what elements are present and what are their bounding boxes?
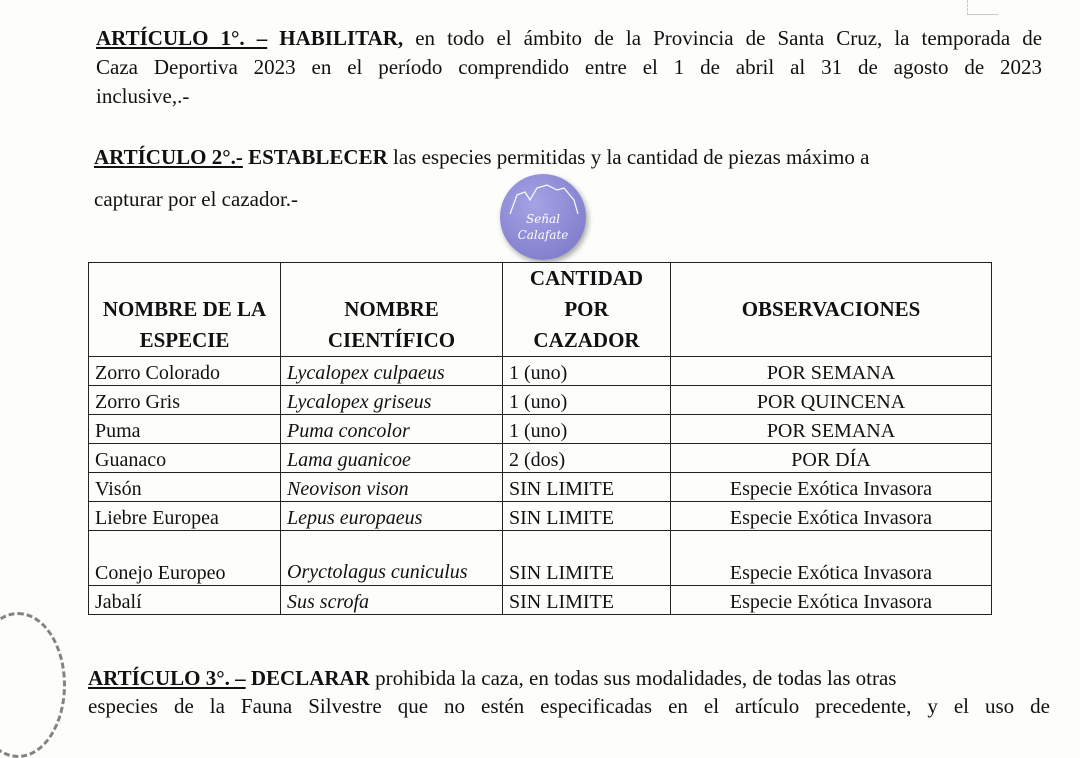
watermark-text: Calafate (517, 228, 569, 242)
article-1-line1 (96, 24, 1042, 52)
scientific-name-cell (281, 357, 503, 386)
table-row (89, 415, 992, 444)
header-scientific: NOMBRE CIENTÍFICO (281, 263, 503, 357)
cell-text: 1 (uno) (509, 391, 568, 413)
observation-cell (671, 357, 992, 386)
table-header (89, 263, 992, 357)
header-quantity: CANTIDAD POR CAZADOR (503, 263, 671, 357)
article-1-line2: Caza Deportiva 2023 en el período comprendido entre el 1 de abril al 31 de agosto de 2023 (96, 55, 1042, 79)
cell-text: Jabalí (95, 591, 142, 613)
species-cell (89, 473, 281, 502)
cell-text: Conejo Europeo (95, 562, 226, 584)
table-row (89, 357, 992, 386)
article-2-line2: capturar por el cazador.- (94, 187, 299, 211)
header-observations: OBSERVACIONES (671, 263, 992, 357)
cell-text: Zorro Colorado (95, 362, 220, 384)
article-2-verb: ESTABLECER (248, 145, 388, 169)
cell-text: Neovison vison (287, 478, 409, 500)
cell-text: Especie Exótica Invasora (729, 507, 933, 529)
corner-mark (967, 0, 998, 15)
species-cell (89, 502, 281, 531)
article-1-line3: inclusive,.- (96, 84, 190, 108)
article-1-heading: ARTÍCULO 1°. – (96, 26, 268, 50)
text: en todo el ámbito de la Provincia de Santa Cruz, la temporada de (403, 26, 1043, 50)
quantity-cell (503, 415, 671, 444)
cell-text: Visón (95, 478, 142, 500)
cell-text: 2 (dos) (509, 449, 566, 471)
cell-text: Especie Exótica Invasora (729, 562, 933, 584)
scientific-name-cell (281, 502, 503, 531)
watermark-text: Señal (525, 212, 561, 226)
cell-text: SIN LIMITE (509, 478, 614, 500)
species-cell (89, 444, 281, 473)
observation-cell (671, 502, 992, 531)
scientific-name-cell (281, 531, 503, 586)
species-cell (89, 586, 281, 615)
cell-text: Puma (95, 420, 141, 442)
cell-text: POR DÍA (791, 449, 871, 471)
cell-text: SIN LIMITE (509, 562, 614, 584)
article-2-line1 (94, 143, 869, 171)
scientific-name-cell (281, 586, 503, 615)
scientific-name-cell (281, 415, 503, 444)
quantity-cell (503, 473, 671, 502)
species-cell (89, 415, 281, 444)
cell-text: SIN LIMITE (509, 591, 614, 613)
cell-text: Especie Exótica Invasora (729, 478, 933, 500)
cell-text: Zorro Gris (95, 391, 180, 413)
text: las especies permitidas y la cantidad de piezas máximo a (387, 145, 870, 169)
observation-cell (671, 415, 992, 444)
article-3-line1 (88, 664, 896, 692)
cell-text: Oryctolagus cuniculus (287, 561, 468, 583)
text: prohibida la caza, en todas sus modalidades, de todas las otras (369, 666, 897, 690)
cell-text: Liebre Europea (95, 507, 219, 529)
table-row (89, 444, 992, 473)
official-seal (0, 612, 66, 758)
species-table (88, 262, 992, 615)
cell-text: POR SEMANA (766, 420, 896, 442)
cell-text: POR QUINCENA (756, 391, 906, 413)
quantity-cell (503, 586, 671, 615)
cell-text: Lycalopex griseus (287, 391, 432, 413)
cell-text: Guanaco (95, 449, 167, 471)
observation-cell (671, 531, 992, 586)
observation-cell (671, 586, 992, 615)
species-cell (89, 386, 281, 415)
table-row (89, 586, 992, 615)
species-cell (89, 357, 281, 386)
quantity-cell (503, 357, 671, 386)
cell-text: 1 (uno) (509, 420, 568, 442)
cell-text: Especie Exótica Invasora (729, 591, 933, 613)
cell-text: Lama guanicoe (287, 449, 411, 471)
table-row (89, 502, 992, 531)
article-3-verb: DECLARAR (250, 666, 370, 690)
quantity-cell (503, 502, 671, 531)
article-3-heading: ARTÍCULO 3°. – (88, 666, 246, 690)
table-row (89, 531, 992, 586)
cell-text: 1 (uno) (509, 362, 568, 384)
species-cell (89, 531, 281, 586)
cell-text: Sus scrofa (287, 591, 370, 613)
cell-text: Puma concolor (287, 420, 410, 442)
quantity-cell (503, 531, 671, 586)
cell-text: SIN LIMITE (509, 507, 614, 529)
header-species: NOMBRE DE LA ESPECIE (89, 263, 281, 357)
article-2-heading: ARTÍCULO 2°.- (94, 145, 243, 169)
article-1-verb: HABILITAR, (279, 26, 404, 50)
observation-cell (671, 386, 992, 415)
article-3-line2: especies de la Fauna Silvestre que no estén especificadas en el artículo precedente, y el uso de (88, 694, 1050, 718)
cell-text: Lycalopex culpaeus (287, 362, 445, 384)
quantity-cell (503, 444, 671, 473)
table-row (89, 473, 992, 502)
table-row (89, 386, 992, 415)
watermark-logo (500, 174, 586, 260)
scientific-name-cell (281, 444, 503, 473)
scientific-name-cell (281, 473, 503, 502)
observation-cell (671, 473, 992, 502)
quantity-cell (503, 386, 671, 415)
scientific-name-cell (281, 386, 503, 415)
cell-text: POR SEMANA (766, 362, 896, 384)
observation-cell (671, 444, 992, 473)
cell-text: Lepus europaeus (287, 507, 423, 529)
